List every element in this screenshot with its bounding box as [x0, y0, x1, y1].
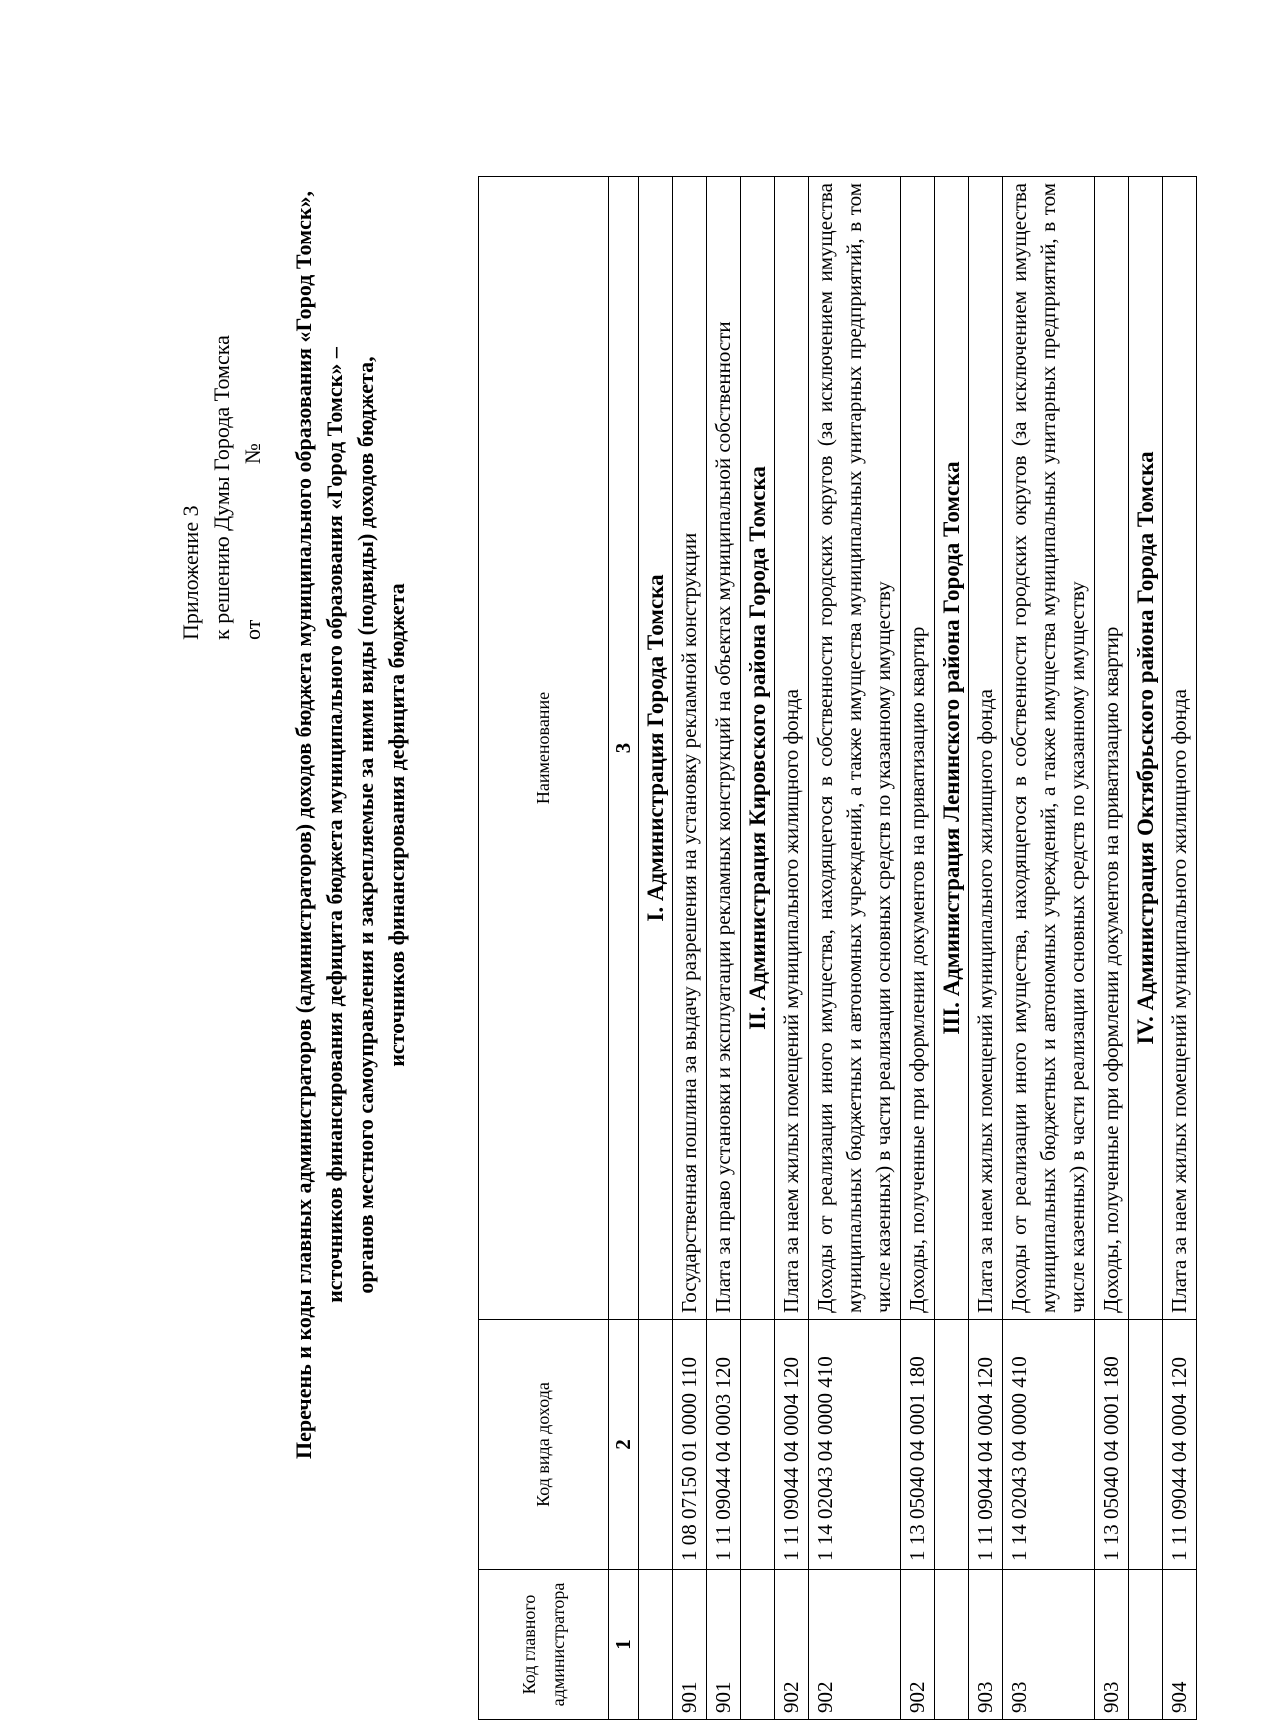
table-row: [673, 177, 707, 1720]
appendix-from-label: от: [240, 619, 265, 640]
appendix-decision-reference: к решению Думы Города Томска: [209, 335, 234, 640]
table-section-row: [935, 177, 969, 1720]
revenue-code-cell: 1 11 09044 04 0004 120: [969, 1320, 1003, 1570]
appendix-block: [175, 335, 268, 640]
admin-code-cell: 901: [673, 1570, 707, 1720]
admin-code-cell: 902: [775, 1570, 809, 1720]
revenue-code-cell: 1 11 09044 04 0004 120: [1163, 1320, 1197, 1570]
table-section-row: [741, 177, 775, 1720]
heading-line-4: источников финансирования дефицита бюджета: [384, 583, 409, 1067]
column-number-2: 2: [609, 1320, 639, 1570]
admin-code-cell: 903: [1003, 1570, 1095, 1720]
table-section-row: [1129, 177, 1163, 1720]
heading-line-3: органов местного самоуправления и закрепляемые за ними виды (подвиды) доходов бюджета,: [353, 356, 378, 1294]
revenue-name-cell: Доходы, полученные при оформлении документов на приватизацию квартир: [1095, 177, 1129, 1320]
admin-code-cell: 903: [1095, 1570, 1129, 1720]
table-row: [1163, 177, 1197, 1720]
table-section-row: [639, 177, 673, 1720]
table-row: [775, 177, 809, 1720]
admin-code-cell: 902: [809, 1570, 901, 1720]
header-admin-code: Код главного администратора: [479, 1570, 609, 1720]
revenue-name-cell: Плата за право установки и эксплуатации рекламных конструкций на объектах муниципальной собственности: [707, 177, 741, 1320]
revenue-code-cell: 1 08 07150 01 0000 110: [673, 1320, 707, 1570]
revenue-name-cell: Плата за наем жилых помещений муниципального жилищного фонда: [1163, 177, 1197, 1320]
revenue-codes-table-wrapper: [478, 177, 1197, 1720]
admin-code-cell: 904: [1163, 1570, 1197, 1720]
appendix-date-number-line: [237, 335, 268, 640]
revenue-code-cell: 1 14 02043 04 0000 410: [1003, 1320, 1095, 1570]
revenue-code-cell: 1 11 09044 04 0004 120: [775, 1320, 809, 1570]
section-title: III. Администрация Ленинского района Города Томска: [935, 177, 969, 1320]
revenue-name-cell: Государственная пошлина за выдачу разрешения на установку рекламной конструкции: [673, 177, 707, 1320]
revenue-name-cell: Плата за наем жилых помещений муниципального жилищного фонда: [969, 177, 1003, 1320]
revenue-code-cell: 1 11 09044 04 0003 120: [707, 1320, 741, 1570]
document-heading: [288, 0, 412, 1650]
column-number-1: 1: [609, 1570, 639, 1720]
table-row: [707, 177, 741, 1720]
table-column-number-row: [609, 177, 639, 1720]
revenue-name-cell: Доходы от реализации иного имущества, находящегося в собственности городских округов (за исключением имущества муниципальных бюджетных и автономных учреждений, а также имущества муниципальных унитарных предприятий, в том числе казенных) в части реализации основных средств по указанному имуществу: [809, 177, 901, 1320]
table-row: [809, 177, 901, 1720]
table-row: [901, 177, 935, 1720]
heading-line-2: источников финансирования дефицита бюджета муниципального образования «Город Томск» –: [322, 347, 347, 1303]
revenue-name-cell: Плата за наем жилых помещений муниципального жилищного фонда: [775, 177, 809, 1320]
admin-code-cell: 903: [969, 1570, 1003, 1720]
table-row: [969, 177, 1003, 1720]
admin-code-cell: 902: [901, 1570, 935, 1720]
table-row: [1095, 177, 1129, 1720]
admin-code-cell: 901: [707, 1570, 741, 1720]
section-title: II. Администрация Кировского района Города Томска: [741, 177, 775, 1320]
revenue-codes-table: [478, 176, 1197, 1720]
revenue-code-cell: 1 13 05040 04 0001 180: [1095, 1320, 1129, 1570]
column-number-3: 3: [609, 177, 639, 1320]
header-revenue-code: Код вида дохода: [479, 1320, 609, 1570]
revenue-code-cell: 1 14 02043 04 0000 410: [809, 1320, 901, 1570]
revenue-name-cell: Доходы, полученные при оформлении документов на приватизацию квартир: [901, 177, 935, 1320]
table-header-row: [479, 177, 609, 1720]
appendix-title: Приложение 3: [178, 505, 203, 640]
heading-line-1: Перечень и коды главных администраторов (администраторов) доходов бюджета муниципального образования «Город Томск»,: [291, 190, 316, 1460]
appendix-number-label: №: [240, 443, 265, 465]
revenue-code-cell: 1 13 05040 04 0001 180: [901, 1320, 935, 1570]
table-row: [1003, 177, 1095, 1720]
revenue-name-cell: Доходы от реализации иного имущества, находящегося в собственности городских округов (за исключением имущества муниципальных бюджетных и автономных учреждений, а также имущества муниципальных унитарных предприятий, в том числе казенных) в части реализации основных средств по указанному имуществу: [1003, 177, 1095, 1320]
section-title: IV. Администрация Октябрьского района Города Томска: [1129, 177, 1163, 1320]
section-title: I. Администрация Города Томска: [639, 177, 673, 1320]
header-name: Наименование: [479, 177, 609, 1320]
